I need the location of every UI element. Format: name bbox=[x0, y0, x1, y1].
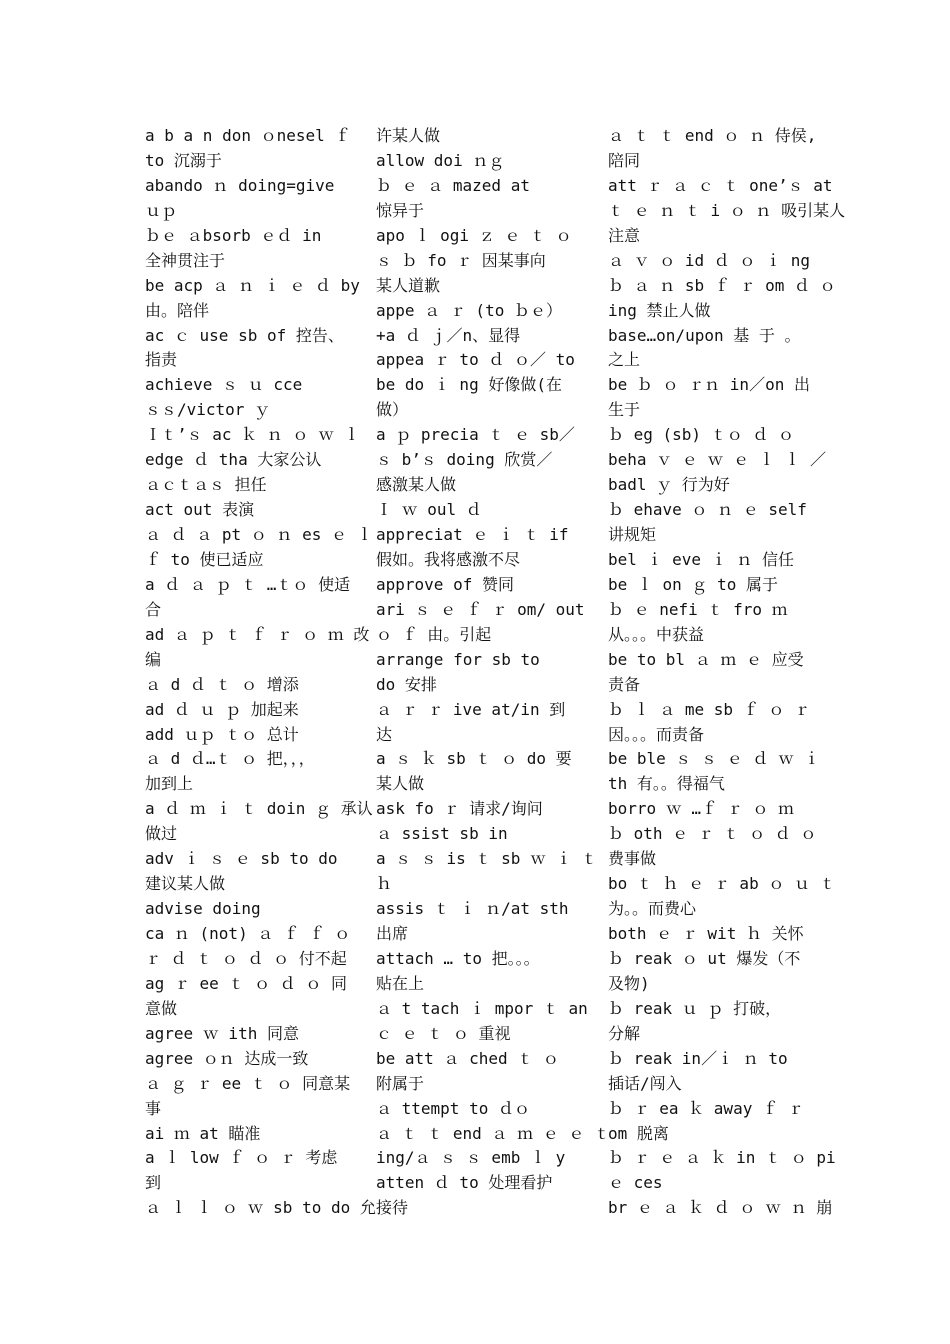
text-line: ｅ ces bbox=[608, 1173, 663, 1193]
text-line: +a ｄ ｊ／n、显得 bbox=[376, 325, 521, 345]
text-line: be acp ａ ｎ ｉ ｅ ｄ by bbox=[145, 275, 360, 295]
text-line: act out 表演 bbox=[145, 500, 255, 520]
text-line: ｂ oth ｅ ｒ ｔ ｏ ｄ ｏ bbox=[608, 824, 817, 844]
text-line: 费事做 bbox=[608, 849, 657, 869]
text-line: 惊异于 bbox=[376, 200, 425, 220]
text-line: a ｓ ｋ sb ｔ ｏ do 要 bbox=[376, 749, 572, 769]
text-line: ag ｒ ee ｔ ｏ ｄ ｏ 同 bbox=[145, 973, 347, 993]
text-line: 附属于 bbox=[376, 1073, 425, 1093]
text-line: Ｉｔ’ｓ ac ｋ ｎ ｏ ｗ ｌ bbox=[145, 425, 360, 445]
text-line: beha ｖ ｅ ｗ ｅ ｌ ｌ ／ bbox=[608, 450, 826, 470]
text-line: ｂ ｒ ｅ ａ ｋ in ｔ ｏ pi bbox=[608, 1148, 836, 1168]
text-line: abando ｎ doing=give bbox=[145, 175, 335, 195]
text-line: 编 bbox=[145, 649, 162, 669]
text-line: assis ｔ ｉ ｎ/at sth bbox=[376, 899, 569, 919]
text-line: 意做 bbox=[145, 998, 178, 1018]
text-line: approve of 赞同 bbox=[376, 574, 514, 594]
text-line: ａ d ｄ ｔ ｏ 增添 bbox=[145, 674, 299, 694]
text-line: 出席 bbox=[376, 924, 409, 943]
text-line: ｂ ｅ nefi ｔ fro ｍ bbox=[608, 599, 788, 619]
text-line: do 安排 bbox=[376, 674, 437, 694]
text-line: ｓ b’ｓ doing 欣赏／ bbox=[376, 450, 553, 470]
text-line: ｂ reak ｕ ｐ 打破， bbox=[608, 998, 782, 1018]
text-line: 责备 bbox=[608, 674, 641, 694]
text-line: ｓｓ/victor ｙ bbox=[145, 400, 271, 420]
text-line: 由。陪伴 bbox=[145, 300, 210, 320]
text-line: atten ｄ to 处理看护 bbox=[376, 1173, 553, 1193]
text-line: be ble ｓ ｓ ｅ ｄ ｗ ｉ bbox=[608, 749, 820, 769]
text-line: 插话/闯入 bbox=[608, 1073, 682, 1093]
text-line: ｓ ｂ fo ｒ 因某事向 bbox=[376, 250, 546, 270]
text-line: ａ ｄ ａ pt ｏ ｎ es ｅ ｌ bbox=[145, 525, 373, 544]
text-line: to 沉溺于 bbox=[145, 150, 222, 170]
text-line: ｈ bbox=[376, 874, 393, 894]
text-line: add ｕｐ ｔｏ 总计 bbox=[145, 724, 299, 744]
word-list-column-3 bbox=[608, 124, 846, 1221]
text-line: ａ ｌ ｌ ｏ ｗ sb to do 允 bbox=[145, 1198, 376, 1218]
text-line: badl ｙ 行为好 bbox=[608, 475, 730, 495]
text-line: base…on/upon 基 于 。 bbox=[608, 325, 801, 345]
text-line: th 有。。得福气 bbox=[608, 774, 725, 794]
text-line: ｆ to 使已适应 bbox=[145, 549, 264, 569]
text-line: ｂ eg (sb) ｔｏ ｄ ｏ bbox=[608, 425, 794, 445]
text-line: ａ ssist sb in bbox=[376, 824, 508, 844]
text-line: be to bl ａ ｍ ｅ 应受 bbox=[608, 649, 804, 669]
text-line: a ｓ ｓ is ｔ sb ｗ ｉ ｔ bbox=[376, 849, 598, 869]
text-line: edge ｄ tha 大家公认 bbox=[145, 450, 322, 470]
text-line: 及物) bbox=[608, 973, 650, 993]
text-line: ｂ ｒ ea ｋ away ｆ ｒ bbox=[608, 1098, 804, 1118]
text-line: bo ｔ ｈ ｅ ｒ ab ｏ ｕ ｔ bbox=[608, 874, 836, 894]
text-line: ａ t tach ｉ mpor ｔ an bbox=[376, 998, 588, 1018]
text-line: be do ｉ ng 好像做(在 bbox=[376, 375, 562, 395]
text-line: ｂ reak ｏ ut 爆发（不 bbox=[608, 948, 801, 968]
text-line: ａ ｔ ｔ end ｏ ｎ 侍侯, bbox=[608, 126, 817, 145]
text-line: ad ａ ｐ ｔ ｆ ｒ ｏ ｍ 改 bbox=[145, 624, 370, 644]
text-line: a ｐ precia ｔ ｅ sb／ bbox=[376, 425, 575, 445]
text-line: 因。。。而责备 bbox=[608, 724, 705, 744]
text-line: 注意 bbox=[608, 225, 641, 245]
text-line: 接待 bbox=[376, 1198, 409, 1218]
text-line: ari ｓ ｅ ｆ ｒ om/ out bbox=[376, 599, 585, 619]
text-line: borro ｗ …ｆ ｒ ｏ ｍ bbox=[608, 799, 794, 819]
text-line: 假如。我将感激不尽 bbox=[376, 549, 521, 569]
text-line: agree ｗ ith 同意 bbox=[145, 1023, 299, 1043]
text-line: 合 bbox=[145, 599, 162, 619]
text-line: Ｉ ｗ oul ｄ bbox=[376, 500, 482, 520]
text-line: ing 禁止人做 bbox=[608, 300, 711, 320]
text-line: 做过 bbox=[145, 824, 178, 844]
text-line: ｏ ｆ 由。引起 bbox=[376, 624, 492, 644]
text-line: ask fo ｒ 请求/询问 bbox=[376, 799, 543, 819]
text-line: agree ｏｎ 达成一致 bbox=[145, 1048, 309, 1068]
text-line: ｂ ehave ｏ ｎ ｅ self bbox=[608, 500, 807, 520]
text-line: 建议某人做 bbox=[145, 874, 226, 894]
text-line: ｂ reak in／ｉ ｎ to bbox=[608, 1048, 788, 1068]
text-line: 从。。。中获益 bbox=[608, 624, 705, 644]
text-line: a ｌ low ｆ ｏ ｒ 考虑 bbox=[145, 1148, 338, 1168]
text-line: be ｌ on ｇ to 属于 bbox=[608, 574, 778, 594]
text-line: both ｅ ｒ wit ｈ 关怀 bbox=[608, 924, 804, 943]
text-line: att ｒ ａ ｃ ｔ one’ｓ at bbox=[608, 175, 833, 195]
text-line: br ｅ ａ ｋ ｄ ｏ ｗ ｎ 崩 bbox=[608, 1198, 833, 1218]
text-line: ing/ａ ｓ ｓ emb ｌ y bbox=[376, 1148, 566, 1168]
text-line: appe ａ ｒ (to ｂｅ） bbox=[376, 300, 562, 320]
text-line: ｂｅ ａbsorb ｅｄ in bbox=[145, 225, 322, 245]
text-line: ｔ ｅ ｎ ｔ i ｏ ｎ 吸引某人 bbox=[608, 200, 846, 220]
text-line: arrange for sb to bbox=[376, 649, 540, 669]
text-line: ａ ｖ ｏ id ｄ ｏ ｉ ng bbox=[608, 250, 810, 270]
text-line: ｃ ｅ ｔ ｏ 重视 bbox=[376, 1023, 511, 1043]
text-line: appea ｒ to ｄ ｏ／ to bbox=[376, 350, 575, 370]
text-line: ａ ttempt to ｄｏ bbox=[376, 1098, 530, 1118]
word-list-column-1 bbox=[145, 124, 376, 1221]
text-line: ai ｍ at 瞄准 bbox=[145, 1123, 261, 1143]
text-line: 贴在上 bbox=[376, 973, 425, 993]
text-line: 到 bbox=[145, 1173, 162, 1193]
text-line: 陪同 bbox=[608, 150, 641, 170]
text-line: appreciat ｅ ｉ ｔ if bbox=[376, 525, 569, 544]
text-line: allow doi ｎｇ bbox=[376, 150, 505, 170]
text-line: ａｃｔａｓ 担任 bbox=[145, 475, 267, 495]
text-line: 之上 bbox=[608, 350, 641, 370]
text-line: 达 bbox=[376, 724, 393, 744]
text-line: attach … to 把。。。 bbox=[376, 948, 540, 968]
text-line: 事 bbox=[145, 1098, 162, 1118]
text-line: ａ ｔ ｔ end ａ ｍ ｅ ｅ ｔ bbox=[376, 1123, 610, 1143]
text-line: a b a n don ｏnesel ｆ bbox=[145, 126, 351, 145]
text-line: 某人道歉 bbox=[376, 275, 441, 295]
text-line: ｂ ｅ ａ mazed at bbox=[376, 175, 530, 195]
text-line: 某人做 bbox=[376, 774, 425, 794]
text-line: advise doing bbox=[145, 899, 261, 919]
text-line: 加到上 bbox=[145, 774, 194, 794]
text-line: 做） bbox=[376, 400, 409, 420]
text-line: 感激某人做 bbox=[376, 475, 457, 495]
text-line: a ｄ ａ ｐ ｔ …ｔｏ 使适 bbox=[145, 574, 351, 594]
text-line: 许某人做 bbox=[376, 126, 441, 145]
text-line: adv ｉ ｓ ｅ sb to do bbox=[145, 849, 338, 869]
text-line: om 脱离 bbox=[608, 1123, 669, 1143]
text-line: ｕｐ bbox=[145, 200, 178, 220]
text-line: be ｂ ｏ ｒｎ in／on 出 bbox=[608, 375, 810, 395]
text-line: a ｄ ｍ ｉ ｔ doin ｇ 承认 bbox=[145, 799, 373, 819]
text-line: ｂ ｌ ａ me sb ｆ ｏ ｒ bbox=[608, 699, 810, 719]
text-line: 讲规矩 bbox=[608, 525, 657, 544]
text-line: 指责 bbox=[145, 350, 178, 370]
text-line: 生于 bbox=[608, 400, 641, 420]
text-line: ａ ｒ ｒ ive at/in 到 bbox=[376, 699, 566, 719]
word-list-column-2 bbox=[376, 124, 610, 1221]
text-line: ac ｃ use sb of 控告、 bbox=[145, 325, 344, 345]
text-line: 为。。而费心 bbox=[608, 899, 697, 919]
text-line: ａ d ｄ…ｔ ｏ 把，，， bbox=[145, 749, 315, 769]
text-line: achieve ｓ ｕ cce bbox=[145, 375, 303, 395]
text-line: bel ｉ eve ｉ ｎ 信任 bbox=[608, 549, 794, 569]
text-line: ａ ｇ ｒ ee ｔ ｏ 同意某 bbox=[145, 1073, 351, 1093]
text-line: ca ｎ (not) ａ ｆ ｆ ｏ bbox=[145, 924, 351, 943]
text-line: ｒ ｄ ｔ ｏ ｄ ｏ 付不起 bbox=[145, 948, 347, 968]
text-line: be att ａ ched ｔ ｏ bbox=[376, 1048, 559, 1068]
text-line: ｂ ａ ｎ sb ｆ ｒ om ｄ ｏ bbox=[608, 275, 836, 295]
text-line: apo ｌ ogi ｚ ｅ ｔ ｏ bbox=[376, 225, 572, 245]
text-line: 全神贯注于 bbox=[145, 250, 226, 270]
text-line: 分解 bbox=[608, 1023, 641, 1043]
text-line: ad ｄ ｕ ｐ 加起来 bbox=[145, 699, 299, 719]
